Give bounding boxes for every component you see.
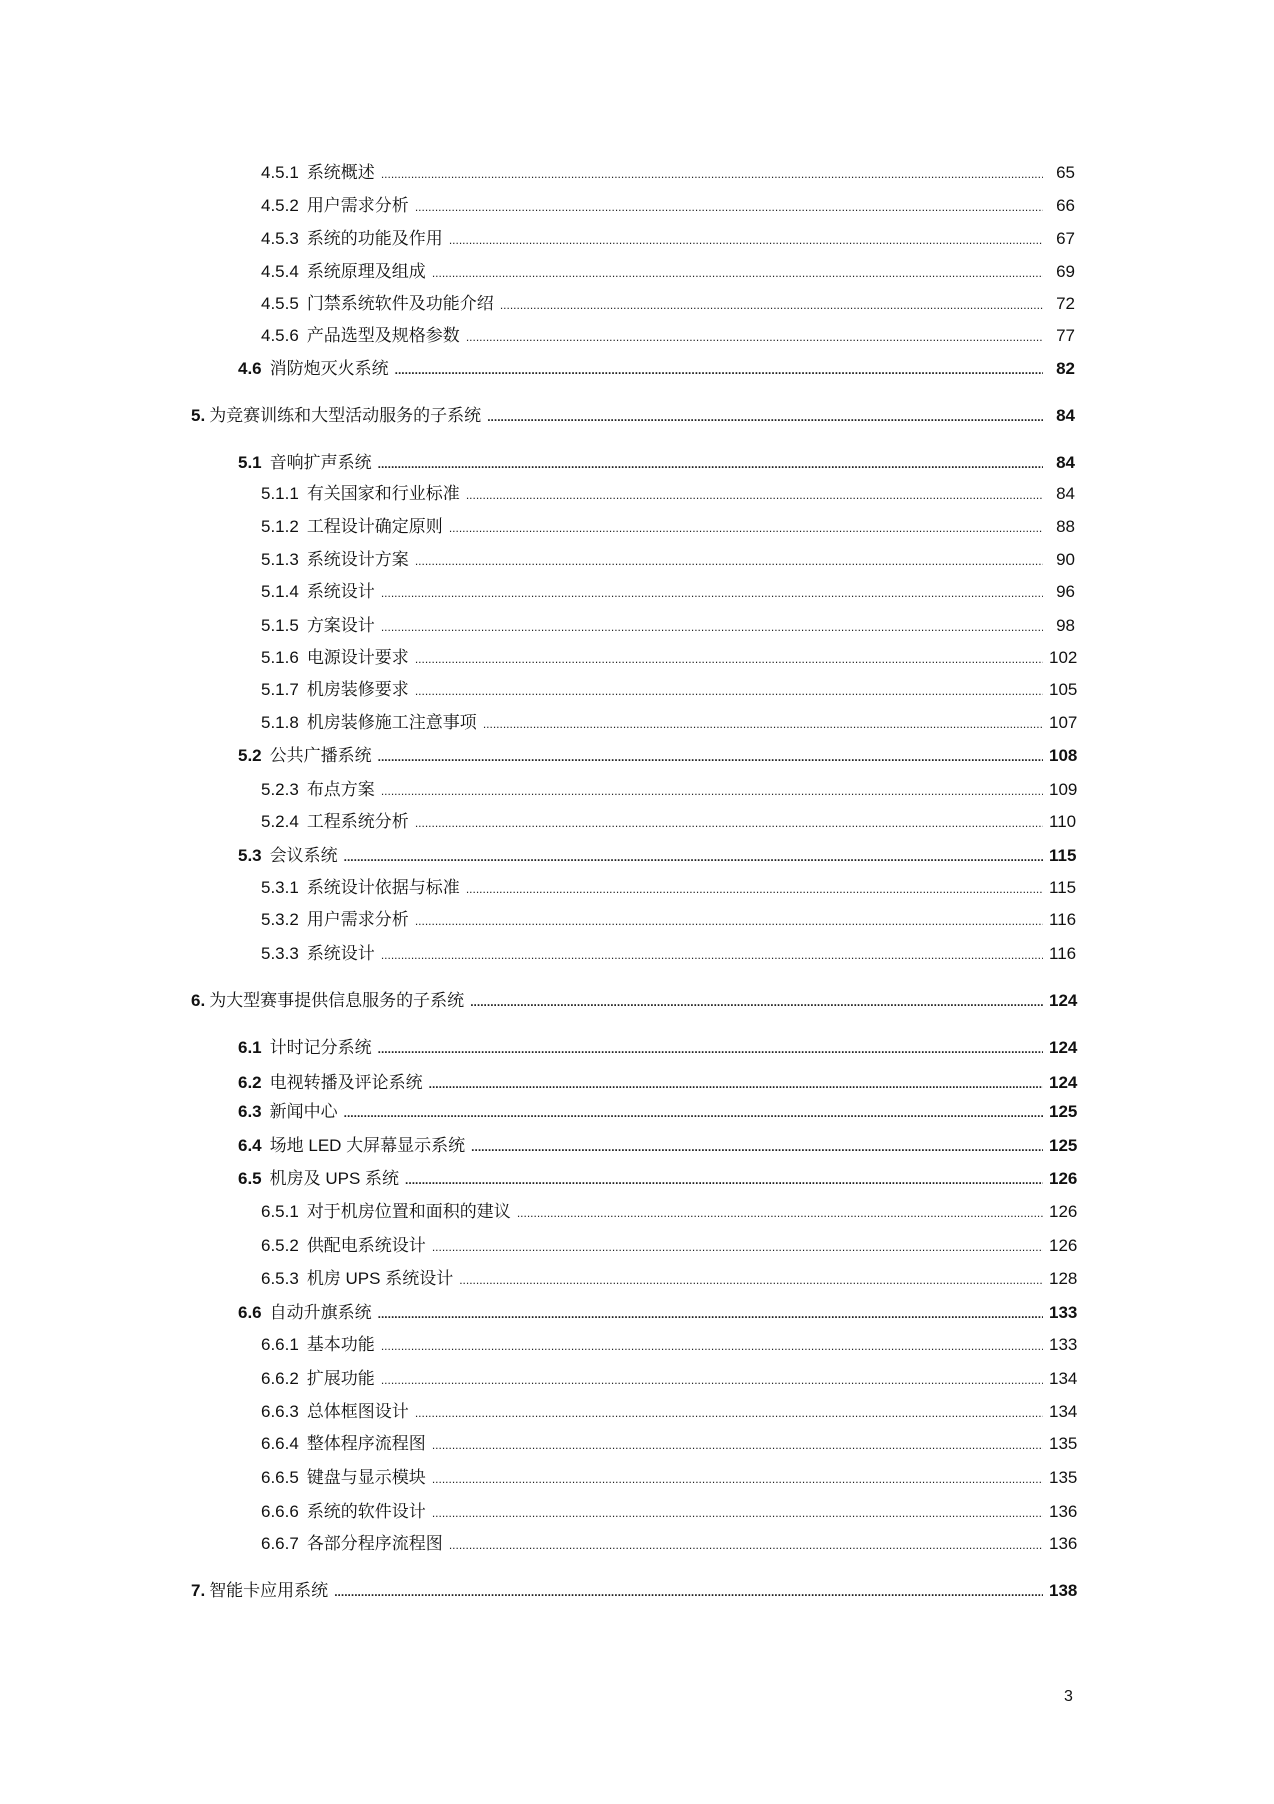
toc-entry-number: 4.5.2 <box>261 196 299 215</box>
toc-entry-page: 109 <box>1049 780 1078 799</box>
toc-leader-dots <box>344 1102 1043 1124</box>
toc-entry[interactable] <box>261 1501 1078 1524</box>
toc-entry-title: 计时记分系统 <box>269 1038 372 1057</box>
toc-entry-title: 机房装修要求 <box>306 680 409 699</box>
toc-entry[interactable] <box>261 1268 1078 1291</box>
toc-leader-dots <box>432 1434 1043 1456</box>
toc-leader-dots <box>517 1202 1043 1224</box>
toc-entry-page: 126 <box>1049 1236 1078 1255</box>
toc-entry-title: 音响扩声系统 <box>269 453 372 472</box>
toc-entry-number: 6.1 <box>238 1038 262 1057</box>
toc-leader-dots <box>334 1581 1043 1603</box>
toc-entry-number: 5.2.4 <box>261 812 299 831</box>
toc-entry[interactable] <box>191 405 1075 428</box>
toc-entry-page: 134 <box>1049 1402 1078 1421</box>
toc-leader-dots <box>415 680 1043 702</box>
toc-leader-dots <box>459 1269 1043 1291</box>
toc-entry-number: 6.4 <box>238 1136 262 1155</box>
toc-entry-number: 6.5.3 <box>261 1269 299 1288</box>
toc-entry[interactable] <box>261 1401 1078 1424</box>
toc-entry-page: 82 <box>1056 359 1075 378</box>
toc-leader-dots <box>470 991 1043 1013</box>
toc-entry-title: 产品选型及规格参数 <box>306 326 460 345</box>
toc-entry-page: 135 <box>1049 1468 1078 1487</box>
toc-entry-page: 84 <box>1056 406 1075 425</box>
toc-entry-page: 134 <box>1049 1369 1078 1388</box>
toc-leader-dots <box>432 262 1043 284</box>
toc-entry-page: 102 <box>1049 648 1078 667</box>
toc-entry-page: 67 <box>1056 229 1075 248</box>
toc-entry[interactable] <box>261 228 1075 251</box>
toc-leader-dots <box>466 326 1043 348</box>
toc-entry-page: 116 <box>1049 944 1077 963</box>
toc-entry[interactable] <box>261 293 1075 316</box>
toc-entry[interactable] <box>238 358 1075 381</box>
toc-entry[interactable] <box>191 990 1078 1013</box>
toc-leader-dots <box>381 1369 1043 1391</box>
toc-leader-dots <box>466 878 1043 900</box>
toc-entry-title: 公共广播系统 <box>269 746 372 765</box>
toc-leader-dots <box>500 294 1043 316</box>
toc-entry-number: 4.5.5 <box>261 294 299 313</box>
toc-entry-number: 5.1.4 <box>261 582 299 601</box>
toc-leader-dots <box>395 359 1043 381</box>
toc-entry-page: 98 <box>1056 616 1075 635</box>
toc-entry[interactable] <box>261 1235 1078 1258</box>
toc-entry-title: 系统原理及组成 <box>306 262 426 281</box>
toc-leader-dots <box>381 616 1043 638</box>
toc-entry-title: 系统的软件设计 <box>306 1502 426 1521</box>
toc-entry-title: 自动升旗系统 <box>269 1303 372 1322</box>
toc-entry-title: 系统设计依据与标准 <box>306 878 460 897</box>
toc-entry[interactable] <box>261 909 1075 932</box>
toc-entry-title: 门禁系统软件及功能介绍 <box>306 294 494 313</box>
toc-entry-title: 系统概述 <box>306 163 375 182</box>
toc-entry-page: 133 <box>1049 1335 1078 1354</box>
toc-entry-title: 机房及 UPS 系统 <box>269 1169 400 1188</box>
toc-entry-title: 有关国家和行业标准 <box>306 484 460 503</box>
toc-entry-title: 消防炮灭火系统 <box>269 359 389 378</box>
toc-entry-page: 105 <box>1049 680 1078 699</box>
toc-entry-page: 136 <box>1049 1534 1078 1553</box>
toc-entry-title: 电视转播及评论系统 <box>269 1073 423 1092</box>
toc-entry-number: 4.5.4 <box>261 262 299 281</box>
toc-leader-dots <box>432 1468 1043 1490</box>
toc-entry[interactable] <box>261 195 1075 218</box>
toc-entry-title: 会议系统 <box>269 846 338 865</box>
toc-entry[interactable] <box>238 452 1075 475</box>
toc-entry-title: 系统设计方案 <box>306 550 409 569</box>
toc-leader-dots <box>381 163 1043 185</box>
toc-entry-title: 用户需求分析 <box>306 910 409 929</box>
toc-entry-title: 基本功能 <box>306 1335 375 1354</box>
toc-leader-dots <box>415 812 1043 834</box>
toc-entry-number: 6.5.1 <box>261 1202 299 1221</box>
toc-entry-number: 6.5.2 <box>261 1236 299 1255</box>
toc-entry-title: 工程设计确定原则 <box>306 517 443 536</box>
toc-entry-page: 90 <box>1056 550 1075 569</box>
toc-leader-dots <box>429 1073 1043 1095</box>
toc-entry-number: 5.1.2 <box>261 517 299 536</box>
toc-entry-page: 115 <box>1049 846 1077 865</box>
toc-entry[interactable] <box>261 811 1075 834</box>
toc-leader-dots <box>415 550 1043 572</box>
toc-entry[interactable] <box>261 162 1075 185</box>
toc-leader-dots <box>344 846 1043 868</box>
toc-entry[interactable] <box>261 581 1075 604</box>
toc-entry-number: 6.6.1 <box>261 1335 299 1354</box>
toc-entry-number: 5.3.2 <box>261 910 299 929</box>
toc-entry[interactable] <box>238 1037 1078 1060</box>
toc-entry-page: 124 <box>1049 991 1078 1010</box>
toc-leader-dots <box>432 1502 1043 1524</box>
toc-entry-title: 场地 LED 大屏幕显示系统 <box>269 1136 466 1155</box>
toc-entry-number: 5.1.8 <box>261 713 299 732</box>
toc-entry-title: 供配电系统设计 <box>306 1236 426 1255</box>
toc-entry-number: 5.1.5 <box>261 616 299 635</box>
toc-entry-title: 机房 UPS 系统设计 <box>306 1269 454 1288</box>
toc-entry-page: 128 <box>1049 1269 1078 1288</box>
toc-entry-number: 5.3 <box>238 846 262 865</box>
toc-entry-number: 4.5.6 <box>261 326 299 345</box>
toc-leader-dots <box>415 910 1043 932</box>
toc-entry[interactable] <box>261 1201 1078 1224</box>
toc-entry-number: 5.1.1 <box>261 484 299 503</box>
toc-entry-title: 各部分程序流程图 <box>306 1534 443 1553</box>
toc-entry-number: 6.6.3 <box>261 1402 299 1421</box>
toc-entry[interactable] <box>261 943 1075 966</box>
toc-entry-page: 88 <box>1056 517 1075 536</box>
toc-leader-dots <box>378 1038 1043 1060</box>
toc-entry[interactable] <box>191 1580 1078 1603</box>
toc-entry-title: 工程系统分析 <box>306 812 409 831</box>
toc-leader-dots <box>483 713 1043 735</box>
toc-entry[interactable] <box>261 679 1078 702</box>
toc-entry[interactable] <box>261 1433 1078 1456</box>
toc-entry-title: 系统的功能及作用 <box>306 229 443 248</box>
toc-entry-title: 新闻中心 <box>269 1102 338 1121</box>
toc-entry-number: 6.5 <box>238 1169 262 1188</box>
toc-entry-page: 84 <box>1056 484 1075 503</box>
toc-entry-page: 66 <box>1056 196 1075 215</box>
toc-leader-dots <box>466 484 1043 506</box>
toc-entry-title: 用户需求分析 <box>306 196 409 215</box>
toc-leader-dots <box>415 648 1043 670</box>
toc-entry-title: 扩展功能 <box>306 1369 375 1388</box>
toc-entry[interactable] <box>261 1368 1078 1391</box>
toc-entry[interactable] <box>261 779 1078 802</box>
toc-entry-title: 机房装修施工注意事项 <box>306 713 477 732</box>
toc-entry-number: 5.1 <box>238 453 262 472</box>
toc-entry-title: 系统设计 <box>306 582 375 601</box>
toc-entry-number: 6.6.7 <box>261 1534 299 1553</box>
toc-entry-number: 6.6.2 <box>261 1369 299 1388</box>
toc-entry-page: 107 <box>1049 713 1078 732</box>
toc-leader-dots <box>415 196 1043 218</box>
toc-entry-page: 115 <box>1049 878 1077 897</box>
toc-entry-page: 84 <box>1056 453 1075 472</box>
toc-entry-page: 110 <box>1049 812 1077 831</box>
toc-entry-number: 6.3 <box>238 1102 262 1121</box>
toc-entry[interactable] <box>261 1533 1078 1556</box>
toc-entry-page: 124 <box>1049 1073 1078 1092</box>
toc-entry-title: 为大型赛事提供信息服务的子系统 <box>209 991 465 1010</box>
toc-entry-number: 6.6 <box>238 1303 262 1322</box>
toc-entry-number: 6.6.5 <box>261 1468 299 1487</box>
toc-entry-title: 为竞赛训练和大型活动服务的子系统 <box>209 406 482 425</box>
toc-entry[interactable] <box>238 1101 1078 1124</box>
toc-entry-number: 5.3.3 <box>261 944 299 963</box>
toc-leader-dots <box>449 517 1043 539</box>
toc-entry[interactable] <box>238 845 1075 868</box>
toc-entry-page: 126 <box>1049 1169 1078 1188</box>
toc-leader-dots <box>449 229 1043 251</box>
toc-entry-title: 电源设计要求 <box>306 648 409 667</box>
toc-leader-dots <box>381 1335 1043 1357</box>
toc-entry-title: 键盘与显示模块 <box>306 1468 426 1487</box>
toc-entry-title: 智能卡应用系统 <box>209 1581 329 1600</box>
toc-entry-number: 5.1.6 <box>261 648 299 667</box>
toc-entry[interactable] <box>261 1467 1078 1490</box>
toc-entry-number: 6.6.4 <box>261 1434 299 1453</box>
toc-entry[interactable] <box>261 325 1075 348</box>
toc-entry-title: 对于机房位置和面积的建议 <box>306 1202 511 1221</box>
toc-entry[interactable] <box>261 647 1078 670</box>
toc-entry-title: 方案设计 <box>306 616 375 635</box>
toc-leader-dots <box>381 944 1043 966</box>
toc-entry-number: 5. <box>191 406 206 425</box>
toc-leader-dots <box>432 1236 1043 1258</box>
toc-leader-dots <box>449 1534 1043 1556</box>
toc-entry-number: 6.6.6 <box>261 1502 299 1521</box>
toc-leader-dots <box>487 406 1043 428</box>
toc-entry-page: 116 <box>1049 910 1077 929</box>
toc-entry-title: 布点方案 <box>306 780 375 799</box>
toc-entry-page: 125 <box>1049 1102 1078 1121</box>
toc-leader-dots <box>471 1136 1043 1158</box>
toc-entry[interactable] <box>261 261 1075 284</box>
toc-entry-number: 5.2.3 <box>261 780 299 799</box>
toc-entry-number: 5.2 <box>238 746 262 765</box>
toc-entry-page: 136 <box>1049 1502 1078 1521</box>
toc-entry-title: 系统设计 <box>306 944 375 963</box>
toc-entry-number: 6.2 <box>238 1073 262 1092</box>
toc-leader-dots <box>415 1402 1043 1424</box>
toc-entry-number: 5.1.3 <box>261 550 299 569</box>
toc-entry[interactable] <box>261 615 1075 638</box>
toc-entry-page: 69 <box>1056 262 1075 281</box>
toc-entry-page: 125 <box>1049 1136 1078 1155</box>
toc-entry-number: 4.5.1 <box>261 163 299 182</box>
toc-entry[interactable] <box>238 745 1078 768</box>
toc-entry-page: 77 <box>1056 326 1075 345</box>
toc-entry-page: 135 <box>1049 1434 1078 1453</box>
toc-entry-page: 124 <box>1049 1038 1078 1057</box>
toc-entry-number: 4.6 <box>238 359 262 378</box>
toc-entry-number: 5.1.7 <box>261 680 299 699</box>
toc-entry-page: 65 <box>1056 163 1075 182</box>
toc-entry-page: 133 <box>1049 1303 1078 1322</box>
toc-entry-page: 138 <box>1049 1581 1078 1600</box>
toc-entry[interactable] <box>261 549 1075 572</box>
toc-leader-dots <box>381 780 1043 802</box>
toc-entry[interactable] <box>261 877 1075 900</box>
toc-leader-dots <box>378 746 1043 768</box>
toc-entry[interactable] <box>238 1135 1078 1158</box>
toc-entry-page: 96 <box>1056 582 1075 601</box>
toc-entry[interactable] <box>261 483 1075 506</box>
toc-entry-page: 72 <box>1056 294 1075 313</box>
toc-entry-number: 6. <box>191 991 206 1010</box>
toc-entry-number: 7. <box>191 1581 206 1600</box>
toc-entry-title: 整体程序流程图 <box>306 1434 426 1453</box>
toc-entry[interactable] <box>238 1168 1078 1191</box>
toc-entry[interactable] <box>261 1334 1078 1357</box>
toc-leader-dots <box>378 1303 1043 1325</box>
toc-leader-dots <box>378 453 1043 475</box>
toc-leader-dots <box>405 1169 1043 1191</box>
toc-entry[interactable] <box>238 1302 1078 1325</box>
toc-entry-title: 总体框图设计 <box>306 1402 409 1421</box>
toc-entry-page: 126 <box>1049 1202 1078 1221</box>
toc-entry[interactable] <box>261 712 1078 735</box>
toc-entry[interactable] <box>238 1072 1078 1095</box>
toc-entry-page: 108 <box>1049 746 1078 765</box>
toc-leader-dots <box>381 582 1043 604</box>
page-number: 3 <box>1064 1688 1073 1705</box>
toc-entry-number: 4.5.3 <box>261 229 299 248</box>
toc-entry[interactable] <box>261 516 1075 539</box>
toc-entry-number: 5.3.1 <box>261 878 299 897</box>
